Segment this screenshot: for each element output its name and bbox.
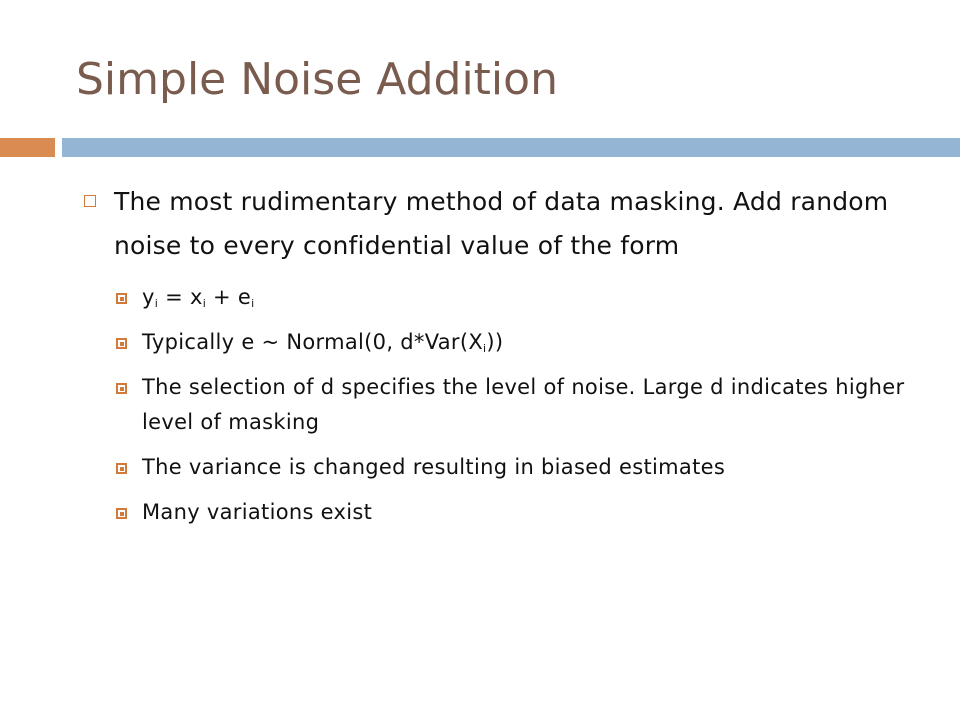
formula-e: e bbox=[237, 285, 252, 309]
bullet-main-text: The most rudimentary method of data masking. Add random noise to every confidential value of the form bbox=[114, 187, 889, 260]
filled-square-icon bbox=[116, 293, 127, 304]
title-underline-blue-bar bbox=[62, 138, 960, 157]
filled-square-icon bbox=[116, 508, 127, 519]
formula-equals: = bbox=[158, 285, 190, 309]
formula-x: x bbox=[189, 285, 203, 309]
formula-y-subscript: i bbox=[154, 297, 159, 310]
slide-title: Simple Noise Addition bbox=[76, 54, 558, 105]
filled-square-icon bbox=[116, 338, 127, 349]
slide-body bbox=[72, 180, 922, 540]
formula-y: y bbox=[142, 285, 155, 309]
selection-text: The selection of d specifies the level of noise. Large d indicates higher level of masking bbox=[142, 375, 905, 434]
distribution-text: Typically e ~ Normal(0, d*Var(X bbox=[142, 330, 484, 354]
subbullet-list bbox=[72, 280, 922, 530]
subbullet-selection bbox=[116, 370, 922, 440]
subbullet-distribution bbox=[116, 325, 922, 360]
distribution-subscript: i bbox=[483, 342, 487, 355]
variance-text: The variance is changed resulting in biased estimates bbox=[142, 455, 726, 479]
filled-square-icon bbox=[116, 383, 127, 394]
filled-square-icon bbox=[116, 463, 127, 474]
subbullet-variance bbox=[116, 450, 922, 485]
variations-text: Many variations exist bbox=[142, 500, 373, 524]
formula-x-subscript: i bbox=[202, 297, 207, 310]
subbullet-variations bbox=[116, 495, 922, 530]
formula-plus: + bbox=[206, 285, 238, 309]
title-underline-orange-bar bbox=[0, 138, 55, 157]
bullet-main bbox=[72, 180, 922, 268]
hollow-square-icon bbox=[84, 195, 96, 207]
distribution-text-end: )) bbox=[486, 330, 504, 354]
formula-e-subscript: i bbox=[251, 297, 255, 310]
subbullet-formula bbox=[116, 280, 922, 315]
